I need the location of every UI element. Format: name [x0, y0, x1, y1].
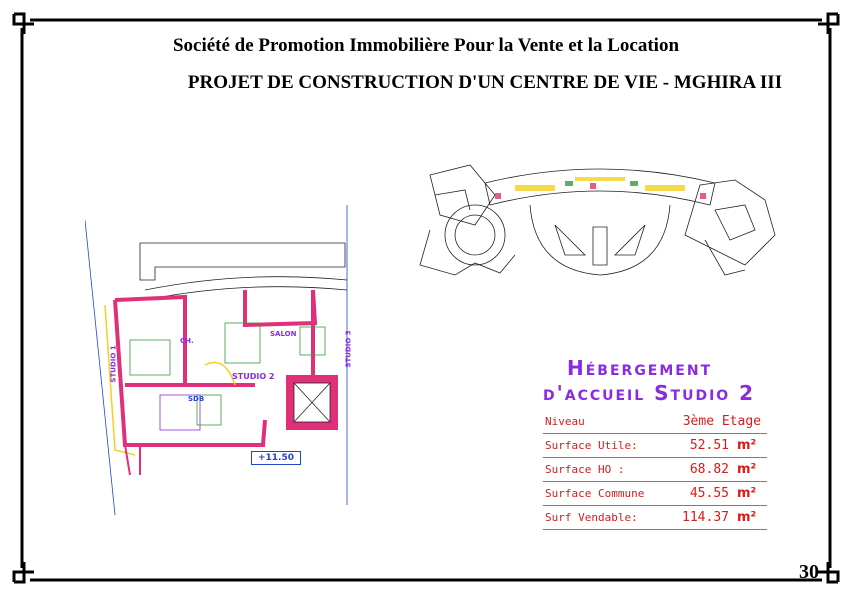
- elevation-tag: +11.50: [251, 451, 301, 465]
- row-value: 114.37: [668, 506, 735, 530]
- row-unit: m²: [735, 482, 767, 506]
- room-label-sdb: SDB: [188, 395, 205, 403]
- table-row: [543, 482, 767, 506]
- row-unit: m²: [735, 458, 767, 482]
- title-line2: d'accueil Studio 2: [543, 381, 756, 405]
- table-row: [543, 410, 767, 434]
- floor-plan: [85, 205, 360, 525]
- room-label-salon: SALON: [270, 330, 297, 338]
- surface-table: [543, 410, 767, 530]
- room-label-studio1: STUDIO 1: [109, 345, 118, 383]
- table-row: [543, 434, 767, 458]
- row-value: 45.55: [668, 482, 735, 506]
- company-name: Société de Promotion Immobilière Pour la Vente et la Location: [172, 35, 680, 56]
- row-label: Niveau: [543, 410, 668, 434]
- room-label-ch: CH.: [180, 337, 194, 345]
- site-plan: [415, 155, 785, 285]
- page-number: 30: [799, 561, 819, 583]
- row-value: 52.51: [668, 434, 735, 458]
- row-label: Surf Vendable:: [543, 506, 668, 530]
- row-value: 68.82: [668, 458, 735, 482]
- row-label: Surface HO :: [543, 458, 668, 482]
- row-label: Surface Commune: [543, 482, 668, 506]
- row-unit: m²: [735, 434, 767, 458]
- project-title: PROJET DE CONSTRUCTION D'UN CENTRE DE VIE - MGHIRA III: [187, 72, 783, 93]
- row-value: 3ème Etage: [668, 410, 767, 434]
- table-row: [543, 458, 767, 482]
- room-label-studio2: STUDIO 2: [232, 372, 275, 381]
- room-label-studio3: STUDIO 3: [344, 330, 353, 368]
- row-unit: m²: [735, 506, 767, 530]
- title-line1: Hébergement: [567, 356, 713, 380]
- table-row: [543, 506, 767, 530]
- row-label: Surface Utile:: [543, 434, 668, 458]
